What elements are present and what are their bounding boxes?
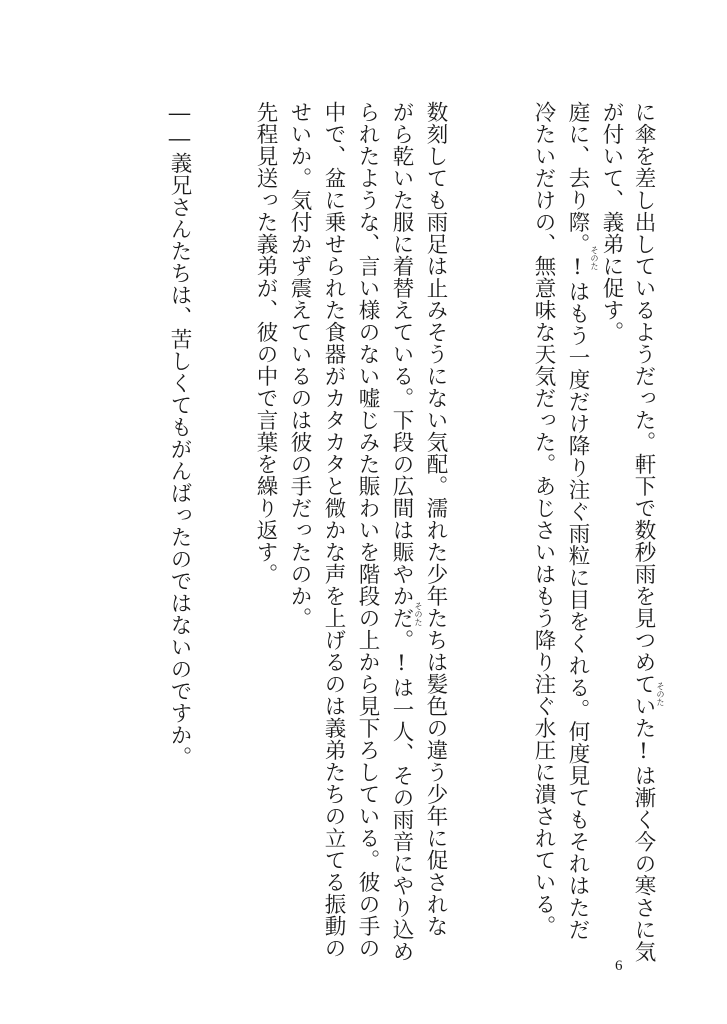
text-line-9: 中で、盆に乗せられた食器がカタカタと微かな声を上げるのは義弟たちの立てる振動の [321,101,346,959]
text-line-2: が付いて、義弟に促す。 [599,101,624,343]
text-line-8: られたような、言い様のない嘘じみた賑わいを階段の上から見下ろしている。彼の手の [355,101,380,959]
text-line-3: 庭に、去り際。!はもう一度だけ降り注ぐ雨粒に目をくれる。何度見てもそれはただ [565,101,590,941]
text-line-1: に傘を差し出しているようだった。軒下で数秒雨を見つめていた!は漸く今の寒さに気 [631,101,656,963]
text-line-10: せいか。気付かず震えているのは彼の手だったのか。 [287,101,312,629]
ruby-reading: そのた [590,246,599,270]
ruby-reading: そのた [414,602,423,626]
text-line-12: ――義兄さんたちは、苦しくてもがんばったのではないのですか。 [167,101,192,768]
text-line-4: 冷たいだけの、無意味な天気だった。あじさいはもう降り注ぐ水圧に潰されている。 [531,101,556,937]
ruby-reading: そのた [656,682,665,706]
text-line-7: がら乾いた服に着替えている。下段の広間は賑やかだ。!は一人、その雨音にやり込め [389,101,414,963]
text-line-6: 数刻しても雨足は止みそうにない気配。濡れた少年たちは髪色の違う少年に促されな [423,101,448,937]
page-number: 6 [615,958,623,974]
text-line-11: 先程見送った義弟が、彼の中で言葉を繰り返す。 [253,101,278,585]
